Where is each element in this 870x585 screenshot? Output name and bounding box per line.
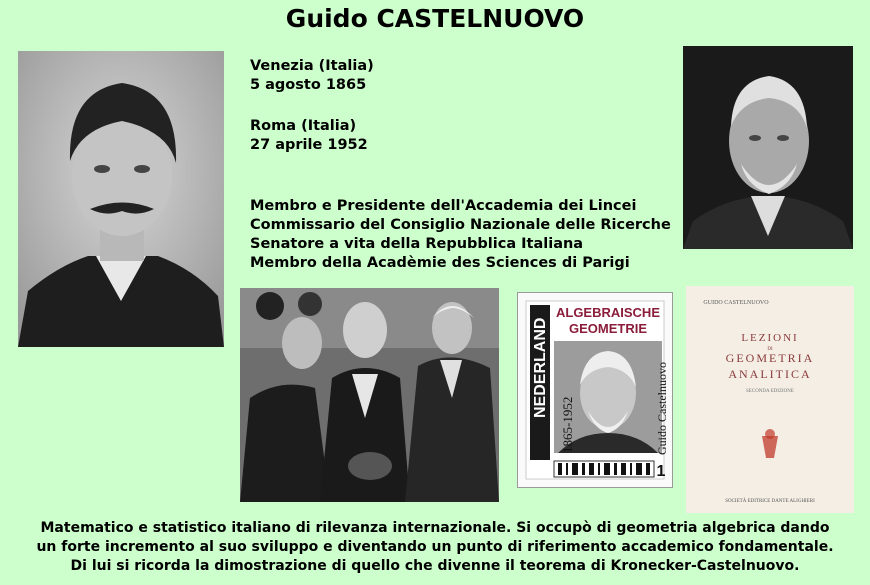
caption-line: un forte incremento al suo sviluppo e diventando un punto di riferimento accademico fondamentale. <box>36 539 834 555</box>
book-title-line2: GEOMETRIA <box>725 351 815 365</box>
death-date: 27 aprile 1952 <box>250 137 368 153</box>
book-title-line1: LEZIONI <box>741 332 799 344</box>
role-item: Membro e Presidente dell'Accademia dei Lincei <box>250 198 637 214</box>
role-item: Senatore a vita della Repubblica Italiana <box>250 236 584 252</box>
birth-date: 5 agosto 1865 <box>250 77 367 93</box>
group-photo <box>240 288 499 502</box>
book-author: GUIDO CASTELNUOVO <box>703 300 769 306</box>
stamp-value: 1 <box>656 463 666 480</box>
stamp-barcode <box>554 461 654 477</box>
birth-place: Venezia (Italia) <box>250 58 374 74</box>
portrait-young-photo <box>18 51 224 347</box>
caption-line: Di lui si ricorda la dimostrazione di quello che divenne il teorema di Kronecker-Castelnuovo. <box>70 558 800 574</box>
stamp-title-line2: GEOMETRIE <box>568 321 648 336</box>
book-edition: SECONDA EDIZIONE <box>746 389 794 394</box>
book-title-line3: ANALITICA <box>728 367 812 381</box>
birth-info <box>250 57 374 95</box>
stamp-country: NEDERLAND <box>532 317 549 418</box>
stamp-years: 1865-1952 <box>560 396 575 453</box>
caption-line: Matematico e statistico italiano di rilevanza internazionale. Si occupò di geometria algebrica dando <box>40 520 830 536</box>
death-place: Roma (Italia) <box>250 118 357 134</box>
roles-list <box>250 197 671 273</box>
biography-caption <box>0 519 870 576</box>
role-item: Membro della Acadèmie des Sciences di Parigi <box>250 255 630 271</box>
postage-stamp <box>517 292 673 488</box>
book-publisher: SOCIETÀ EDITRICE DANTE ALIGHIERI <box>725 499 815 504</box>
book-title-small: DI <box>767 347 773 352</box>
death-info <box>250 117 368 155</box>
stamp-person-name: Guido Castelnuovo <box>655 362 669 455</box>
portrait-old-photo <box>683 46 853 249</box>
page-title: Guido CASTELNUOVO <box>285 4 585 33</box>
stamp-title-line1: ALGEBRAISCHE <box>555 305 661 320</box>
book-cover <box>686 286 854 513</box>
role-item: Commissario del Consiglio Nazionale delle Ricerche <box>250 217 671 233</box>
